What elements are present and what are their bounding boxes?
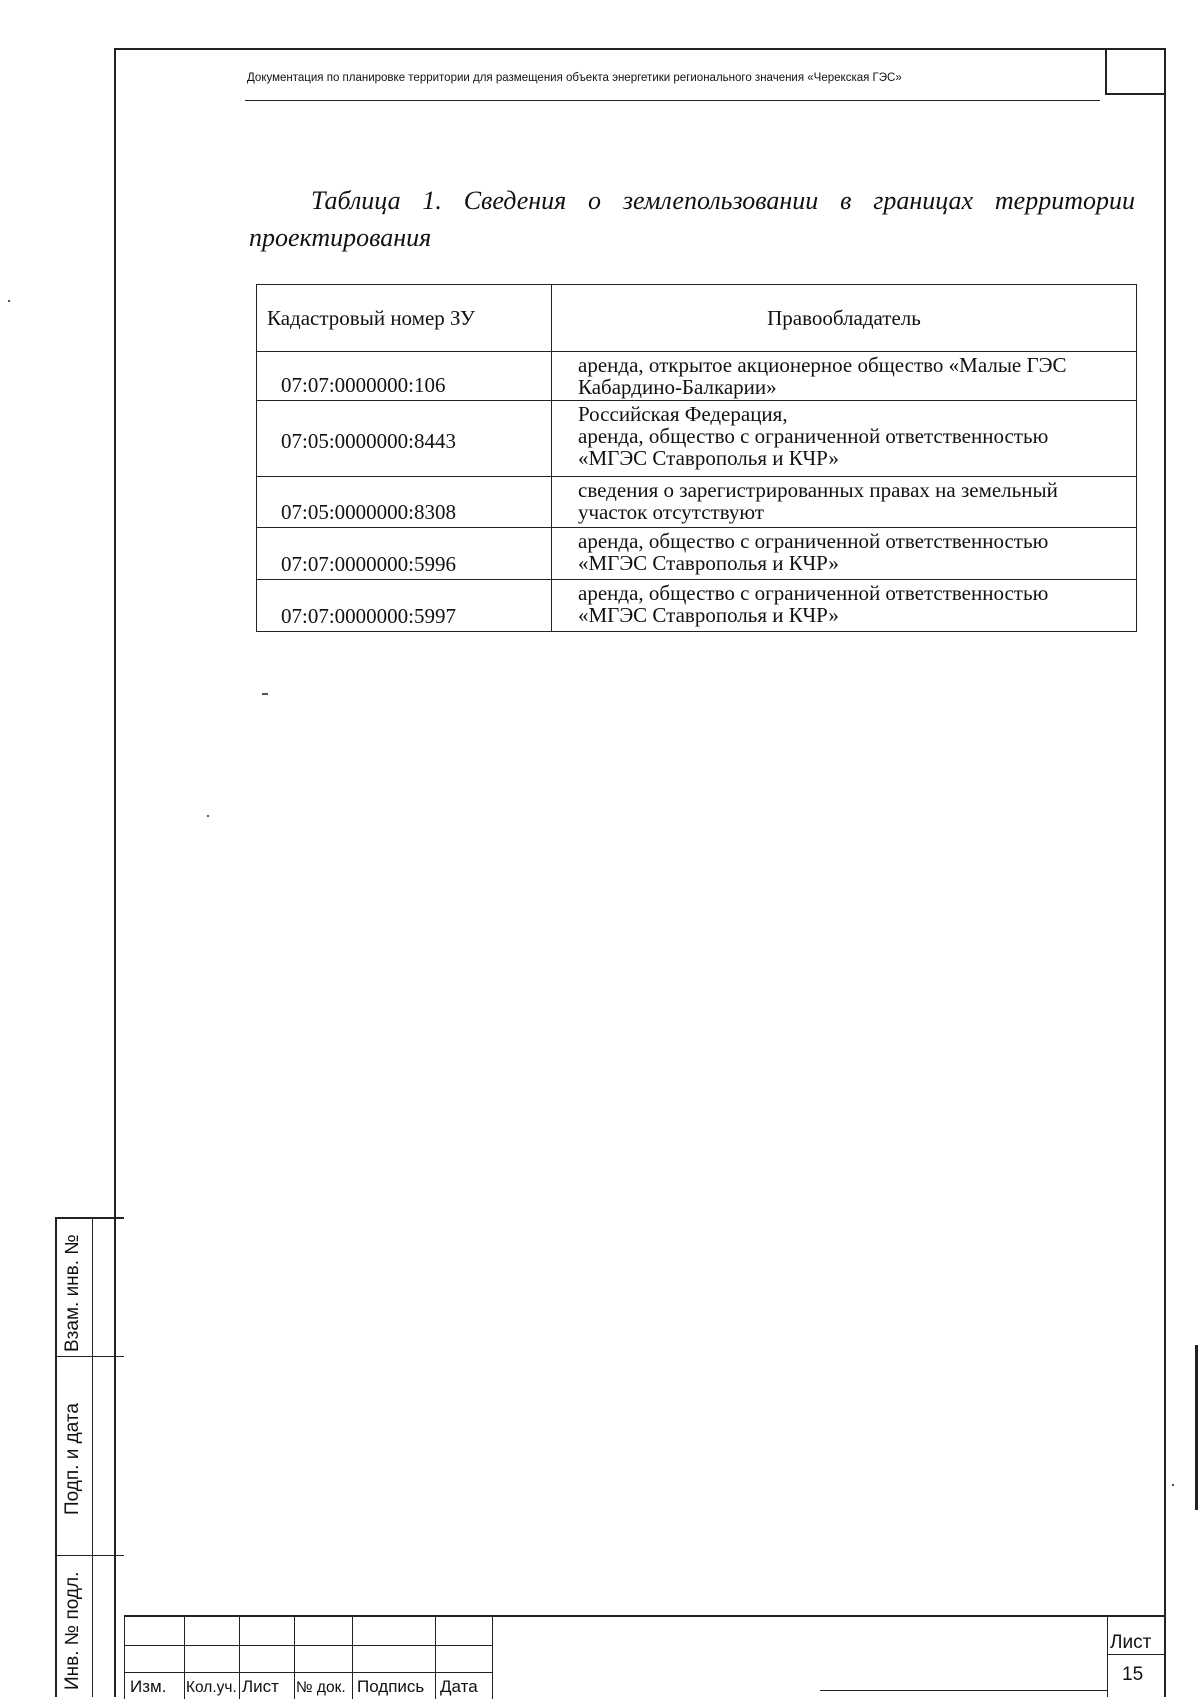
table-row — [257, 580, 1137, 632]
sheet-label: Лист — [1110, 1632, 1152, 1653]
scan-speck — [1172, 1484, 1174, 1486]
right-holder-cell: аренда, общество с ограниченной ответственностью «МГЭС Ставрополья и КЧР» — [552, 580, 1137, 632]
title-block-divider — [124, 1617, 125, 1699]
table-caption — [249, 182, 1135, 256]
table-row — [257, 401, 1137, 477]
title-block-divider — [352, 1617, 353, 1699]
table-caption-text: Таблица 1. Сведения о землепользовании в границах территории проектирования — [249, 186, 1135, 252]
document-header-title: Документация по планировке территории для размещения объекта энергетики регионального значения «Черекская ГЭС» — [247, 72, 902, 84]
stamp-label-signature-date: Подп. и дата — [62, 1403, 83, 1515]
stamp-divider — [55, 1555, 124, 1556]
title-block-divider — [492, 1617, 493, 1699]
title-block-divider — [184, 1617, 185, 1699]
title-block-bottom-rule — [820, 1690, 1107, 1691]
header-corner-box — [1105, 48, 1166, 95]
title-block-divider — [294, 1617, 295, 1699]
title-block-divider — [124, 1645, 492, 1646]
title-block-divider — [435, 1617, 436, 1699]
title-block-label-change: Изм. — [130, 1677, 167, 1696]
title-block-label-sheet: Лист — [242, 1677, 279, 1696]
sheet-number-divider — [1107, 1654, 1166, 1655]
cadastral-number-cell: 07:05:0000000:8443 — [257, 401, 552, 477]
title-block-divider — [239, 1617, 240, 1699]
column-header-cadastral-number: Кадастровый номер ЗУ — [257, 285, 552, 352]
table-row — [257, 352, 1137, 401]
land-use-table — [256, 284, 1137, 632]
cadastral-number-cell: 07:05:0000000:8308 — [257, 477, 552, 528]
right-holder-cell: аренда, открытое акционерное общество «Малые ГЭС Кабардино-Балкарии» — [552, 352, 1137, 401]
right-holder-cell: сведения о зарегистрированных правах на земельный участок отсутствуют — [552, 477, 1137, 528]
stamp-divider — [92, 1217, 93, 1697]
scan-speck — [207, 815, 209, 817]
stamp-divider — [55, 1356, 124, 1357]
stamp-label-replaced-inv: Взам. инв. № — [62, 1234, 83, 1352]
title-block-label-date: Дата — [440, 1677, 478, 1696]
table-row — [257, 528, 1137, 580]
cadastral-number-cell: 07:07:0000000:5997 — [257, 580, 552, 632]
cadastral-number-cell: 07:07:0000000:5996 — [257, 528, 552, 580]
title-block-label-signature: Подпись — [357, 1677, 425, 1696]
sheet-number: 15 — [1122, 1664, 1144, 1685]
column-header-right-holder: Правообладатель — [552, 285, 1137, 352]
stamp-label-original-inv: Инв. № подл. — [62, 1571, 83, 1690]
right-holder-cell: Российская Федерация, аренда, общество с ограниченной ответственностью «МГЭС Ставрополья и КЧР» — [552, 401, 1137, 477]
title-block-label-count: Кол.уч. — [186, 1679, 237, 1696]
title-block-divider — [124, 1672, 492, 1673]
table-header-row — [257, 285, 1137, 352]
table-row — [257, 477, 1137, 528]
scan-speck — [8, 300, 10, 302]
title-block-label-doc-number: № док. — [296, 1679, 346, 1696]
title-block — [124, 1615, 1166, 1699]
right-holder-cell: аренда, общество с ограниченной ответственностью «МГЭС Ставрополья и КЧР» — [552, 528, 1137, 580]
header-rule — [245, 100, 1100, 101]
cadastral-number-cell: 07:07:0000000:106 — [257, 352, 552, 401]
scan-edge-mark — [1195, 1345, 1198, 1510]
scan-speck — [262, 693, 268, 695]
